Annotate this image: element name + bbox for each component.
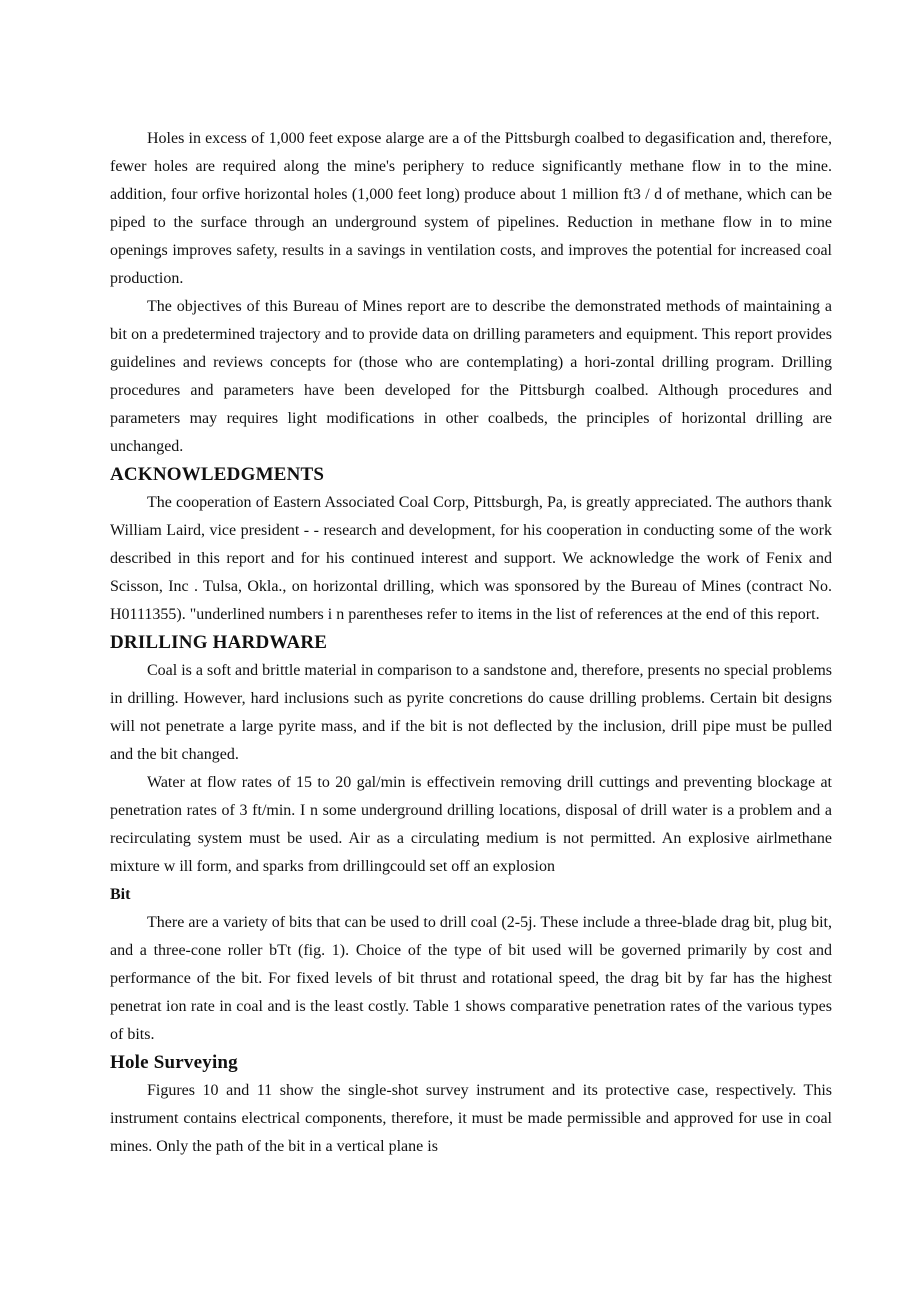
heading-acknowledgments: ACKNOWLEDGMENTS <box>110 464 325 485</box>
paragraph-survey-instrument: Figures 10 and 11 show the single-shot survey instrument and its protective case, respectively. This instrument contains electrical components, therefore, it must be made permissible and approved for use in coal mines. Only the path of the bit in a vertical plane is <box>110 1082 832 1155</box>
heading-bit: Bit <box>110 886 131 903</box>
paragraph-water-flow: Water at flow rates of 15 to 20 gal/min is effectivein removing drill cuttings and preventing blockage at penetration rates of 3 ft/min. I n some underground drilling locations, disposal of drill water is a problem and a recirculating system must be used. Air as a circulating medium is not permitted. An explosive airlmethane mixture w ill form, and sparks from drillingcould set off an explosion <box>110 774 832 875</box>
paragraph-bit-types: There are a variety of bits that can be used to drill coal (2-5j. These include a three-blade drag bit, plug bit, and a three-cone roller bTt (fig. 1). Choice of the type of bit used will be governed primarily by cost and performance of the bit. For fixed levels of bit thrust and rotational speed, the drag bit by far has the highest penetrat ion rate in coal and is the least costly. Table 1 shows comparative penetration rates of the various types of bits. <box>110 914 832 1043</box>
paragraph-degasification: Holes in excess of 1,000 feet expose alarge are a of the Pittsburgh coalbed to degasification and, therefore, fewer holes are required along the mine's periphery to reduce significantly methane flow in to the mine. addition, four orfive horizontal holes (1,000 feet long) produce about 1 million ft3 / d of methane, which can be piped to the surface through an underground system of pipelines. Reduction in methane flow in to mine openings improves safety, results in a savings in ventilation costs, and improves the potential for increased coal production. <box>110 130 832 287</box>
heading-hole-surveying: Hole Surveying <box>110 1052 238 1073</box>
paragraph-objectives: The objectives of this Bureau of Mines report are to describe the demonstrated methods of maintaining a bit on a predetermined trajectory and to provide data on drilling parameters and equipment. This report provides guidelines and reviews concepts for (those who are contemplating) a hori-zontal drilling program. Drilling procedures and parameters have been developed for the Pittsburgh coalbed. Although procedures and parameters may requires light modifications in other coalbeds, the principles of horizontal drilling are unchanged. <box>110 298 832 455</box>
document-page <box>110 125 832 1161</box>
paragraph-coal-properties: Coal is a soft and brittle material in comparison to a sandstone and, therefore, presents no special problems in drilling. However, hard inclusions such as pyrite concretions do cause drilling problems. Certain bit designs will not penetrate a large pyrite mass, and if the bit is not deflected by the inclusion, drill pipe must be pulled and the bit changed. <box>110 662 832 763</box>
paragraph-acknowledgments: The cooperation of Eastern Associated Coal Corp, Pittsburgh, Pa, is greatly appreciated. The authors thank William Laird, vice president - - research and development, for his cooperation in conducting some of the work described in this report and for his continued interest and support. We acknowledge the work of Fenix and Scisson, Inc . Tulsa, Okla., on horizontal drilling, which was sponsored by the Bureau of Mines (contract No. H0111355). "underlined numbers i n parentheses refer to items in the list of references at the end of this report. <box>110 494 832 623</box>
heading-drilling-hardware: DRILLING HARDWARE <box>110 632 328 653</box>
